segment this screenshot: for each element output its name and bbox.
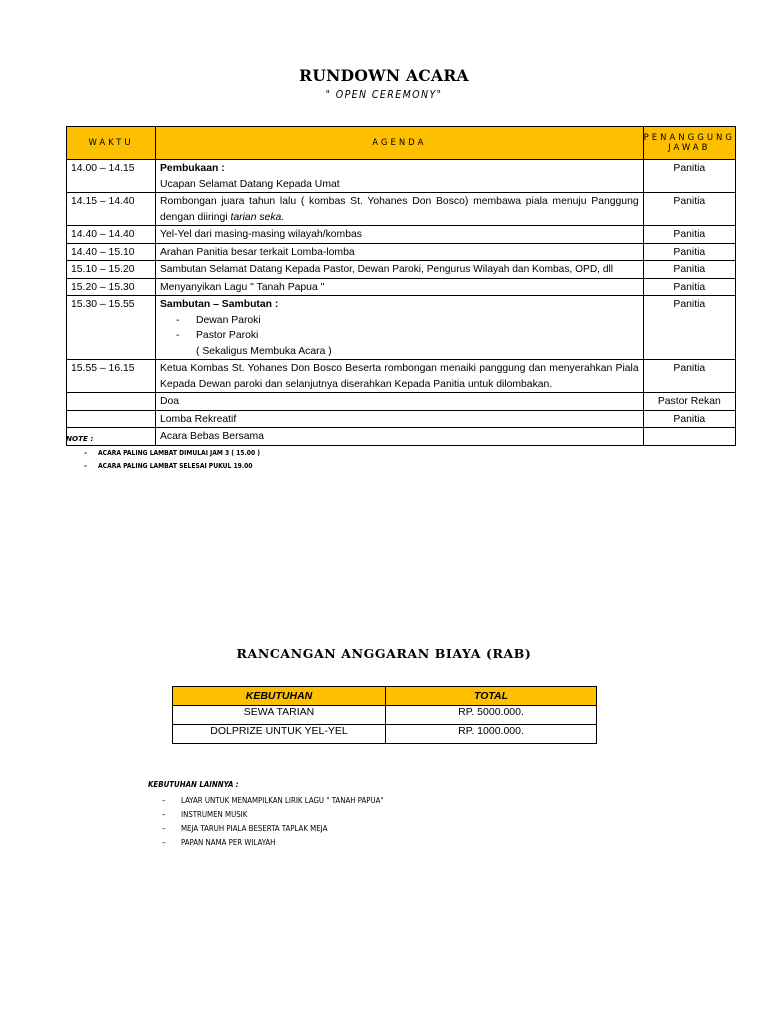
note-item-text: ACARA PALING LAMBAT SELESAI PUKUL 19.00 bbox=[98, 462, 253, 470]
row-time: 14.00 – 14.15 bbox=[67, 160, 156, 193]
table-row bbox=[67, 410, 736, 428]
document-title: RUNDOWN ACARA bbox=[299, 66, 469, 85]
row-responsible bbox=[643, 428, 735, 446]
list-dash: - bbox=[176, 330, 180, 341]
row-responsible: Panitia bbox=[643, 296, 735, 360]
table-row bbox=[67, 261, 736, 279]
row-agenda: Arahan Panitia besar terkait Lomba-lomba bbox=[156, 243, 644, 261]
other-need-text: MEJA TARUH PIALA BESERTA TAPLAK MEJA bbox=[181, 824, 328, 833]
row-time: 15.30 – 15.55 bbox=[67, 296, 156, 360]
table-row bbox=[67, 278, 736, 296]
agenda-heading: Pembukaan : bbox=[160, 163, 225, 174]
list-dash: – bbox=[162, 810, 166, 819]
row-time bbox=[67, 410, 156, 428]
row-agenda: Yel-Yel dari masing-masing wilayah/kombas bbox=[156, 226, 644, 244]
row-responsible: Panitia bbox=[643, 278, 735, 296]
row-responsible: Panitia bbox=[643, 243, 735, 261]
header-responsible: PENANGGUNG JAWAB bbox=[643, 127, 735, 160]
row-agenda: Ketua Kombas St. Yohanes Don Bosco Beserta rombongan menaiki panggung dan menyerahkan Piala Kepada Dewan paroki dan selanjutnya diserahkan Kepada Panitia untuk dilombakan. bbox=[156, 360, 644, 393]
header-total: TOTAL bbox=[386, 687, 597, 706]
agenda-sub-item-label: Dewan Paroki bbox=[196, 314, 261, 326]
document-subtitle: " OPEN CEREMONY" bbox=[325, 89, 443, 101]
table-row bbox=[173, 725, 597, 744]
list-item bbox=[162, 836, 384, 850]
rundown-header-row bbox=[67, 127, 736, 160]
note-item-text: ACARA PALING LAMBAT DIMULAI JAM 3 ( 15.00 ) bbox=[98, 449, 260, 457]
other-need-text: PAPAN NAMA PER WILAYAH bbox=[181, 838, 276, 847]
row-responsible: Pastor Rekan bbox=[643, 393, 735, 411]
row-time bbox=[67, 393, 156, 411]
row-time: 14.40 – 15.10 bbox=[67, 243, 156, 261]
list-dash: – bbox=[162, 824, 166, 833]
list-dash: – bbox=[162, 838, 166, 847]
rab-header-row bbox=[173, 687, 597, 706]
row-agenda bbox=[156, 160, 644, 193]
table-row bbox=[67, 160, 736, 193]
row-agenda bbox=[156, 193, 644, 226]
row-agenda: Lomba Rekreatif bbox=[156, 410, 644, 428]
row-time: 14.40 – 14.40 bbox=[67, 226, 156, 244]
rab-need: SEWA TARIAN bbox=[173, 706, 386, 725]
list-item bbox=[162, 794, 384, 808]
row-time: 15.10 – 15.20 bbox=[67, 261, 156, 279]
table-row bbox=[67, 243, 736, 261]
rundown-table bbox=[66, 126, 736, 446]
table-row bbox=[67, 296, 736, 360]
table-row bbox=[67, 393, 736, 411]
list-dash: - bbox=[176, 314, 180, 326]
agenda-sub-item bbox=[160, 313, 639, 329]
list-dash: – bbox=[162, 796, 166, 805]
agenda-italic-text: tarian seka. bbox=[230, 211, 285, 223]
row-agenda bbox=[156, 296, 644, 360]
row-agenda: Menyanyikan Lagu " Tanah Papua " bbox=[156, 278, 644, 296]
table-row bbox=[173, 706, 597, 725]
note-label: NOTE : bbox=[66, 434, 94, 443]
agenda-sub-item bbox=[160, 328, 639, 344]
list-dash: – bbox=[84, 462, 88, 470]
header-need: KEBUTUHAN bbox=[173, 687, 386, 706]
agenda-sub-item-label: Pastor Paroki bbox=[196, 330, 259, 341]
list-item bbox=[84, 460, 260, 473]
row-responsible: Panitia bbox=[643, 193, 735, 226]
agenda-heading: Sambutan – Sambutan : bbox=[160, 299, 279, 310]
list-item bbox=[162, 808, 384, 822]
list-item bbox=[84, 447, 260, 460]
row-responsible: Panitia bbox=[643, 410, 735, 428]
row-agenda: Sambutan Selamat Datang Kepada Pastor, Dewan Paroki, Pengurus Wilayah dan Kombas, OPD, dll bbox=[156, 261, 644, 279]
header-agenda: AGENDA bbox=[156, 127, 644, 160]
row-time: 15.20 – 15.30 bbox=[67, 278, 156, 296]
row-agenda: Doa bbox=[156, 393, 644, 411]
table-row bbox=[67, 226, 736, 244]
table-row bbox=[67, 428, 736, 446]
list-item bbox=[162, 822, 384, 836]
agenda-sub-note: ( Sekaligus Membuka Acara ) bbox=[196, 345, 332, 357]
other-needs-title: KEBUTUHAN LAINNYA : bbox=[148, 780, 239, 789]
rab-need: DOLPRIZE UNTUK YEL-YEL bbox=[173, 725, 386, 744]
other-need-text: INSTRUMEN MUSIK bbox=[181, 810, 248, 819]
other-need-text: LAYAR UNTUK MENAMPILKAN LIRIK LAGU " TANAH PAPUA" bbox=[181, 796, 384, 805]
rab-table bbox=[172, 686, 597, 744]
other-needs-list bbox=[162, 794, 384, 850]
row-responsible: Panitia bbox=[643, 360, 735, 393]
row-responsible: Panitia bbox=[643, 226, 735, 244]
rab-total: RP. 5000.000. bbox=[386, 706, 597, 725]
table-row bbox=[67, 193, 736, 226]
row-responsible: Panitia bbox=[643, 160, 735, 193]
rab-total: RP. 1000.000. bbox=[386, 725, 597, 744]
list-dash: – bbox=[84, 449, 88, 457]
agenda-text: Ucapan Selamat Datang Kepada Umat bbox=[160, 178, 340, 190]
header-time: WAKTU bbox=[67, 127, 156, 160]
note-list bbox=[84, 447, 260, 473]
agenda-text: Rombongan juara tahun lalu ( kombas St. Yohanes Don Bosco) membawa piala menuju Panggung dengan diiringi bbox=[160, 196, 639, 223]
row-responsible: Panitia bbox=[643, 261, 735, 279]
rab-title: RANCANGAN ANGGARAN BIAYA (RAB) bbox=[236, 646, 532, 661]
row-time: 14.15 – 14.40 bbox=[67, 193, 156, 226]
row-time: 15.55 – 16.15 bbox=[67, 360, 156, 393]
row-agenda: Acara Bebas Bersama bbox=[156, 428, 644, 446]
table-row bbox=[67, 360, 736, 393]
